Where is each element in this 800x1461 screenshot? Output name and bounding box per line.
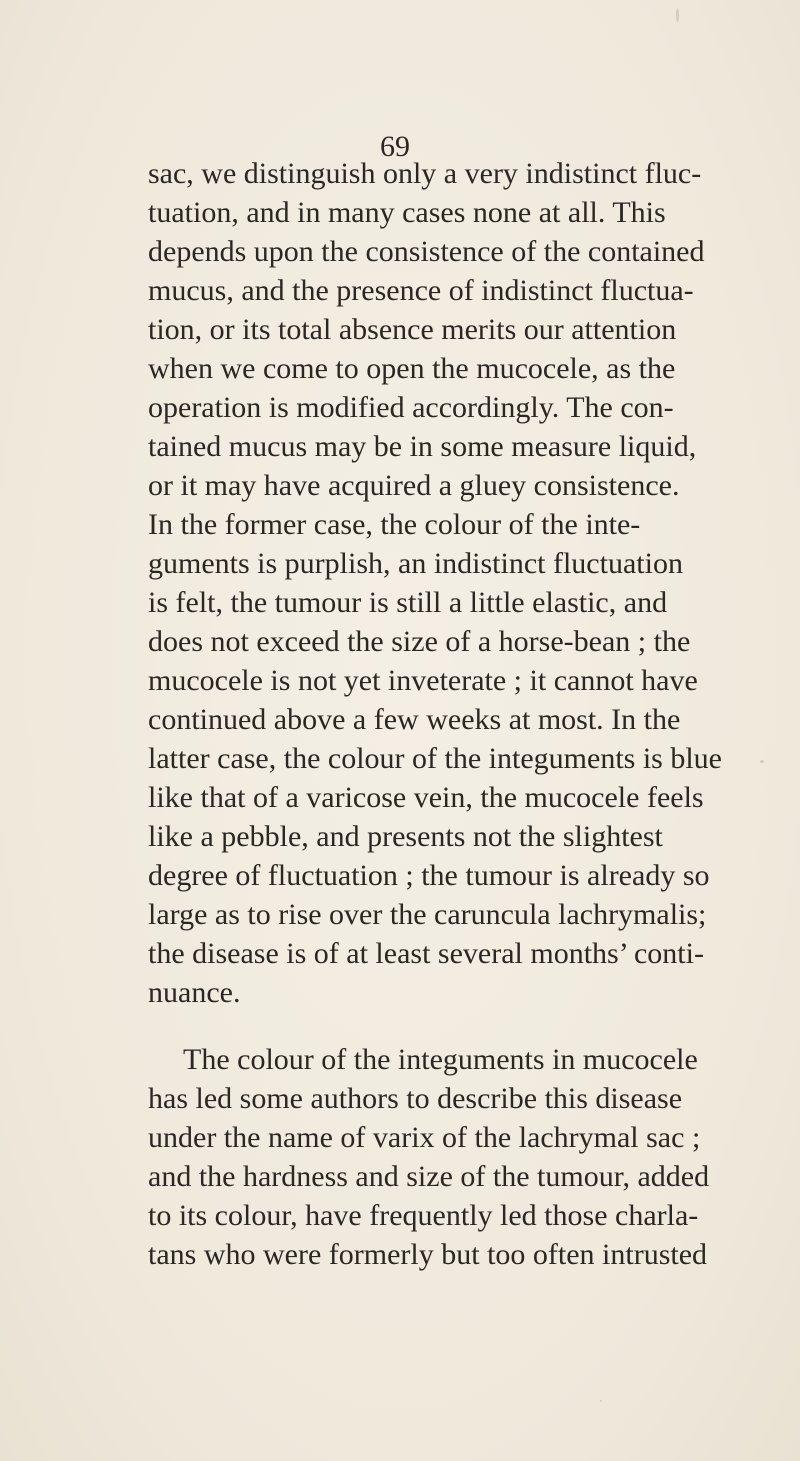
text-line: mucus, and the presence of indistinct fluctua- xyxy=(148,274,694,307)
text-line: tion, or its total absence merits our attention xyxy=(148,313,677,346)
text-line: depends upon the consistence of the contained xyxy=(148,235,705,268)
text-line: sac, we distinguish only a very indistinct fluc- xyxy=(148,157,702,190)
text-line: continued above a few weeks at most. In the xyxy=(148,703,681,736)
text-line: In the former case, the colour of the inte- xyxy=(148,508,641,541)
text-line: like a pebble, and presents not the slightest xyxy=(148,820,663,853)
text-line: The colour of the integuments in mucocele xyxy=(183,1043,698,1076)
text-line: to its colour, have frequently led those charla- xyxy=(148,1199,699,1232)
text-line: latter case, the colour of the integuments is blue xyxy=(148,742,722,775)
text-line: mucocele is not yet inveterate ; it cannot have xyxy=(148,664,698,697)
paper-speck xyxy=(760,760,764,763)
text-line: operation is modified accordingly. The con- xyxy=(148,391,674,424)
text-line: tained mucus may be in some measure liquid, xyxy=(148,430,697,463)
text-line: under the name of varix of the lachrymal sac ; xyxy=(148,1121,701,1154)
text-line: tans who were formerly but too often intrusted xyxy=(148,1238,708,1271)
text-line: when we come to open the mucocele, as the xyxy=(148,352,676,385)
text-line: like that of a varicose vein, the mucocele feels xyxy=(148,781,704,814)
text-line: degree of fluctuation ; the tumour is already so xyxy=(148,859,710,892)
text-line: large as to rise over the caruncula lachrymalis; xyxy=(148,898,707,931)
paper-speck xyxy=(676,8,679,22)
text-line: nuance. xyxy=(148,976,241,1009)
text-line: is felt, the tumour is still a little elastic, and xyxy=(148,586,668,619)
text-line: and the hardness and size of the tumour, added xyxy=(148,1160,710,1193)
text-line: or it may have acquired a gluey consistence. xyxy=(148,469,680,502)
text-line: guments is purplish, an indistinct fluctuation xyxy=(148,547,683,580)
text-line: tuation, and in many cases none at all. This xyxy=(148,196,666,229)
page-number: 69 xyxy=(380,130,410,163)
text-line: has led some authors to describe this disease xyxy=(148,1082,683,1115)
text-line: the disease is of at least several months’ conti- xyxy=(148,937,704,970)
paper-speck xyxy=(600,1400,602,1402)
text-line: does not exceed the size of a horse-bean ; the xyxy=(148,625,691,658)
